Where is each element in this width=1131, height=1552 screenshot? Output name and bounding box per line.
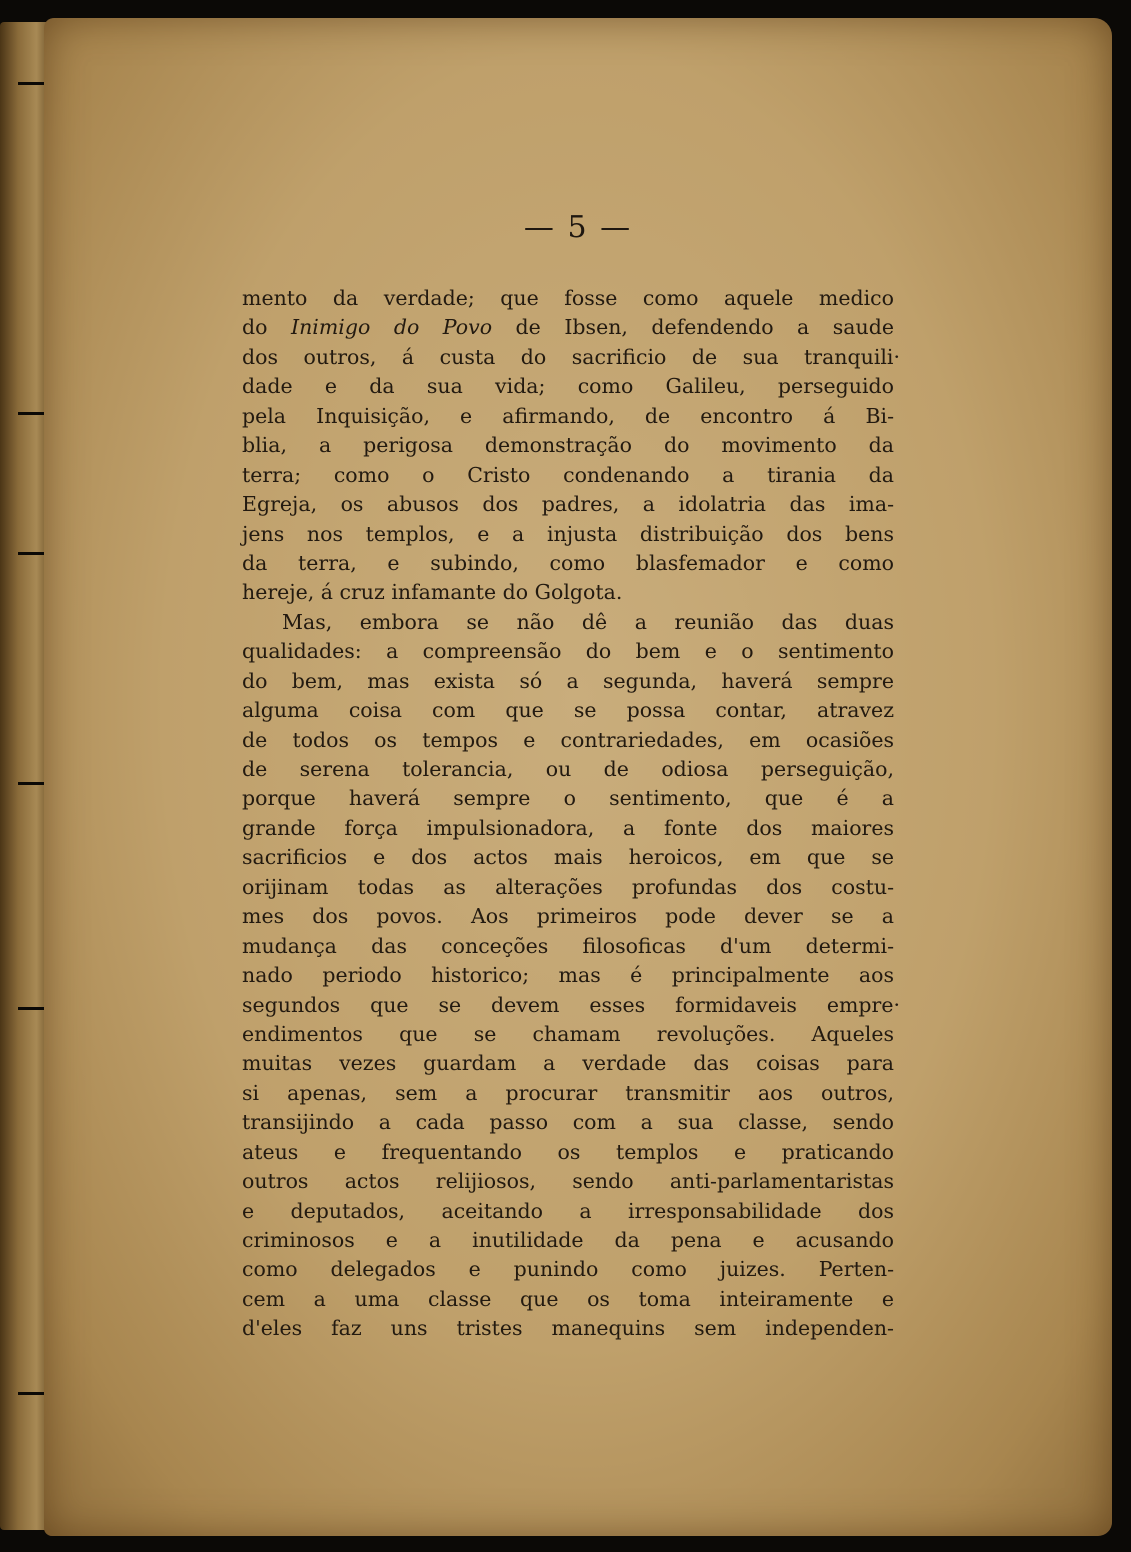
work-title: Inimigo do Povo <box>290 315 493 340</box>
text-line: como delegados e punindo como juizes. Perten- <box>242 1257 894 1282</box>
text-line: terra; como o Cristo condenando a tirania da <box>242 462 894 487</box>
text-line: de todos os tempos e contrariedades, em ocasiões <box>242 727 894 752</box>
text-line: da terra, e subindo, como blasfemador e como <box>242 550 894 575</box>
text-line: porque haverá sempre o sentimento, que é a <box>242 786 894 811</box>
text-line: dade e da sua vida; como Galileu, perseguido <box>242 374 894 399</box>
text-line: hereje, á cruz infamante do Golgota. <box>242 580 623 605</box>
text-line: dos outros, á custa do sacrificio de sua tranquili· <box>242 344 900 369</box>
text-line: si apenas, sem a procurar transmitir aos outros, <box>242 1080 894 1105</box>
text-line: e deputados, aceitando a irresponsabilidade dos <box>242 1198 894 1223</box>
text-line: jens nos templos, e a injusta distribuição dos bens <box>242 521 894 546</box>
text-line: sacrificios e dos actos mais heroicos, em que se <box>242 845 894 870</box>
text-line: de serena tolerancia, ou de odiosa perseguição, <box>242 757 894 781</box>
text-line: endimentos que se chamam revoluções. Aqueles <box>242 1021 894 1046</box>
text-line: outros actos relijiosos, sendo anti-parlamentaristas <box>242 1169 894 1194</box>
text-line: qualidades: a compreensão do bem e o sentimento <box>242 639 894 664</box>
text-line: d'eles faz uns tristes manequins sem independen- <box>242 1316 894 1341</box>
text-line: criminosos e a inutilidade da pena e acusando <box>242 1228 894 1252</box>
text-line: cem a uma classe que os toma inteiramente e <box>242 1286 894 1311</box>
text-line: Mas, embora se não dê a reunião das duas <box>282 609 894 634</box>
text-line: Egreja, os abusos dos padres, a idolatria das ima- <box>242 492 894 517</box>
text-line: mento da verdade; que fosse como aquele medico <box>242 286 894 310</box>
text-line: mes dos povos. Aos primeiros pode dever se a <box>242 904 894 929</box>
text-line: blia, a perigosa demonstração do movimento da <box>242 433 894 458</box>
text-line: mudança das conceções filosoficas d'um determi- <box>242 933 894 958</box>
text-line: alguma coisa com que se possa contar, atravez <box>242 698 894 723</box>
page-number: — 5 — <box>523 210 633 245</box>
text-line: pela Inquisição, e afirmando, de encontro á Bi- <box>242 403 894 428</box>
book-page <box>44 18 1112 1536</box>
text-line: do Inimigo do Povo de Ibsen, defendendo a saude <box>242 315 894 340</box>
text-line: transijindo a cada passo com a sua classe, sendo <box>242 1110 894 1135</box>
text-line: segundos que se devem esses formidaveis empre· <box>242 992 900 1017</box>
text-line: grande força impulsionadora, a fonte dos maiores <box>242 815 894 840</box>
body-text <box>242 284 900 1344</box>
text-line: do bem, mas exista só a segunda, haverá sempre <box>242 668 894 693</box>
text-line: orijinam todas as alterações profundas dos costu- <box>242 874 894 899</box>
text-line: ateus e frequentando os templos e praticando <box>242 1139 894 1164</box>
text-line: muitas vezes guardam a verdade das coisas para <box>242 1051 894 1076</box>
text-line: nado periodo historico; mas é principalmente aos <box>242 963 894 988</box>
